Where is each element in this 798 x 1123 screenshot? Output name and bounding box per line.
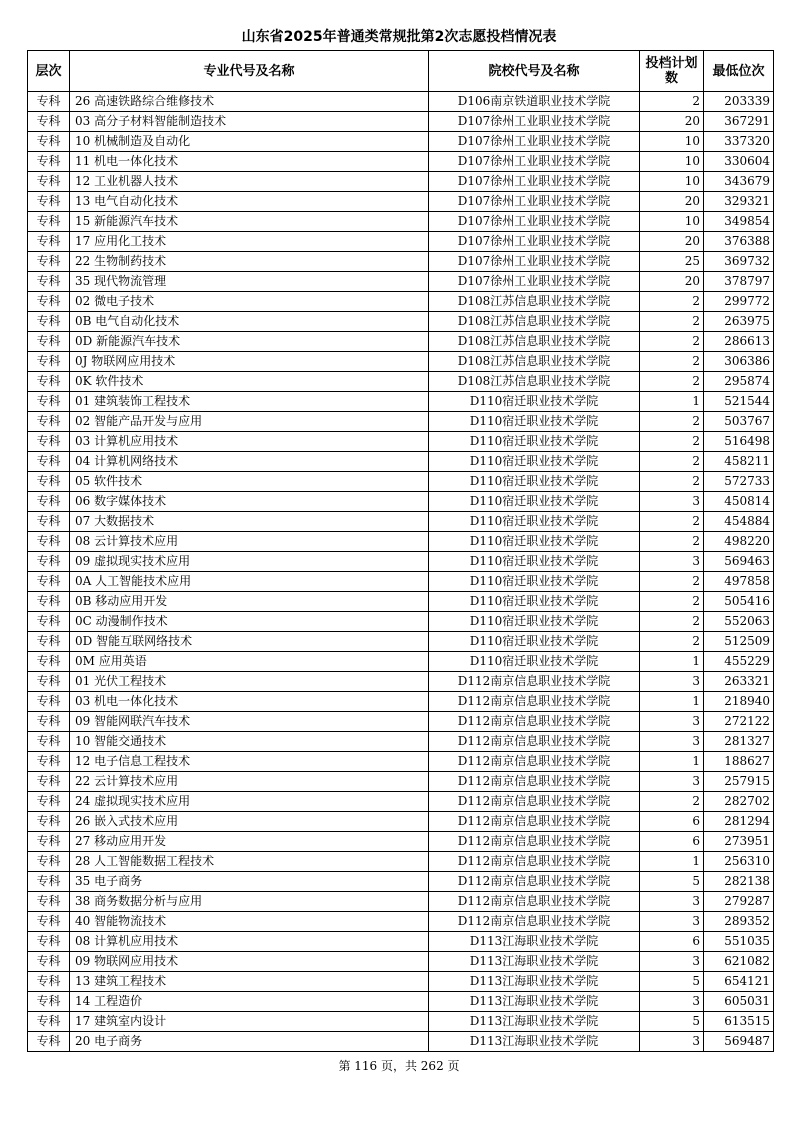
admission-table — [27, 50, 774, 1052]
cell-school: D110宿迁职业技术学院 — [429, 632, 640, 652]
cell-rank: 455229 — [704, 652, 774, 672]
cell-plan: 10 — [640, 172, 704, 192]
cell-level: 专科 — [28, 812, 70, 832]
cell-plan: 1 — [640, 392, 704, 412]
cell-level: 专科 — [28, 352, 70, 372]
cell-level: 专科 — [28, 112, 70, 132]
cell-plan: 6 — [640, 832, 704, 852]
cell-level: 专科 — [28, 692, 70, 712]
cell-major: 17 建筑室内设计 — [70, 1012, 429, 1032]
cell-level: 专科 — [28, 512, 70, 532]
cell-major: 12 工业机器人技术 — [70, 172, 429, 192]
cell-level: 专科 — [28, 752, 70, 772]
cell-level: 专科 — [28, 232, 70, 252]
cell-rank: 621082 — [704, 952, 774, 972]
table-row — [28, 312, 774, 332]
cell-school: D108江苏信息职业技术学院 — [429, 332, 640, 352]
cell-school: D107徐州工业职业技术学院 — [429, 132, 640, 152]
cell-school: D107徐州工业职业技术学院 — [429, 272, 640, 292]
cell-school: D112南京信息职业技术学院 — [429, 812, 640, 832]
table-row — [28, 272, 774, 292]
cell-school: D110宿迁职业技术学院 — [429, 472, 640, 492]
table-row — [28, 192, 774, 212]
table-row — [28, 332, 774, 352]
cell-school: D112南京信息职业技术学院 — [429, 832, 640, 852]
cell-major: 0C 动漫制作技术 — [70, 612, 429, 632]
cell-plan: 3 — [640, 672, 704, 692]
table-row — [28, 632, 774, 652]
table-row — [28, 172, 774, 192]
cell-school: D112南京信息职业技术学院 — [429, 792, 640, 812]
cell-school: D107徐州工业职业技术学院 — [429, 192, 640, 212]
cell-major: 0A 人工智能技术应用 — [70, 572, 429, 592]
cell-plan: 3 — [640, 1032, 704, 1052]
table-row — [28, 1032, 774, 1052]
cell-school: D110宿迁职业技术学院 — [429, 432, 640, 452]
cell-plan: 2 — [640, 92, 704, 112]
cell-plan: 2 — [640, 532, 704, 552]
table-row — [28, 812, 774, 832]
cell-level: 专科 — [28, 652, 70, 672]
table-row — [28, 572, 774, 592]
cell-major: 02 微电子技术 — [70, 292, 429, 312]
table-row — [28, 872, 774, 892]
cell-major: 0M 应用英语 — [70, 652, 429, 672]
cell-plan: 2 — [640, 512, 704, 532]
cell-level: 专科 — [28, 372, 70, 392]
cell-rank: 654121 — [704, 972, 774, 992]
table-row — [28, 952, 774, 972]
cell-school: D108江苏信息职业技术学院 — [429, 372, 640, 392]
cell-level: 专科 — [28, 252, 70, 272]
cell-rank: 306386 — [704, 352, 774, 372]
cell-school: D106南京铁道职业技术学院 — [429, 92, 640, 112]
cell-plan: 3 — [640, 552, 704, 572]
cell-rank: 367291 — [704, 112, 774, 132]
cell-school: D108江苏信息职业技术学院 — [429, 292, 640, 312]
cell-school: D112南京信息职业技术学院 — [429, 752, 640, 772]
table-row — [28, 252, 774, 272]
cell-rank: 263975 — [704, 312, 774, 332]
table-row — [28, 712, 774, 732]
cell-plan: 5 — [640, 972, 704, 992]
cell-school: D107徐州工业职业技术学院 — [429, 252, 640, 272]
cell-major: 05 软件技术 — [70, 472, 429, 492]
cell-level: 专科 — [28, 892, 70, 912]
table-row — [28, 972, 774, 992]
cell-plan: 1 — [640, 752, 704, 772]
cell-major: 27 移动应用开发 — [70, 832, 429, 852]
cell-level: 专科 — [28, 492, 70, 512]
table-row — [28, 352, 774, 372]
cell-plan: 10 — [640, 212, 704, 232]
cell-school: D107徐州工业职业技术学院 — [429, 152, 640, 172]
cell-level: 专科 — [28, 672, 70, 692]
cell-plan: 1 — [640, 692, 704, 712]
cell-major: 26 嵌入式技术应用 — [70, 812, 429, 832]
cell-level: 专科 — [28, 92, 70, 112]
cell-major: 0D 新能源汽车技术 — [70, 332, 429, 352]
cell-plan: 3 — [640, 732, 704, 752]
cell-school: D110宿迁职业技术学院 — [429, 652, 640, 672]
cell-plan: 2 — [640, 312, 704, 332]
cell-level: 专科 — [28, 792, 70, 812]
cell-major: 17 应用化工技术 — [70, 232, 429, 252]
cell-level: 专科 — [28, 952, 70, 972]
table-row — [28, 112, 774, 132]
cell-school: D107徐州工业职业技术学院 — [429, 232, 640, 252]
cell-plan: 5 — [640, 1012, 704, 1032]
cell-school: D113江海职业技术学院 — [429, 932, 640, 952]
cell-rank: 572733 — [704, 472, 774, 492]
cell-level: 专科 — [28, 772, 70, 792]
cell-rank: 299772 — [704, 292, 774, 312]
cell-level: 专科 — [28, 632, 70, 652]
cell-school: D112南京信息职业技术学院 — [429, 772, 640, 792]
cell-major: 09 虚拟现实技术应用 — [70, 552, 429, 572]
cell-school: D108江苏信息职业技术学院 — [429, 352, 640, 372]
cell-rank: 329321 — [704, 192, 774, 212]
cell-major: 09 物联网应用技术 — [70, 952, 429, 972]
cell-level: 专科 — [28, 412, 70, 432]
cell-level: 专科 — [28, 432, 70, 452]
cell-major: 10 智能交通技术 — [70, 732, 429, 752]
table-row — [28, 652, 774, 672]
cell-major: 22 生物制药技术 — [70, 252, 429, 272]
cell-school: D113江海职业技术学院 — [429, 992, 640, 1012]
cell-school: D107徐州工业职业技术学院 — [429, 112, 640, 132]
cell-plan: 3 — [640, 772, 704, 792]
cell-major: 0J 物联网应用技术 — [70, 352, 429, 372]
table-row — [28, 732, 774, 752]
table-row — [28, 1012, 774, 1032]
cell-rank: 282138 — [704, 872, 774, 892]
table-row — [28, 792, 774, 812]
cell-major: 02 智能产品开发与应用 — [70, 412, 429, 432]
cell-school: D112南京信息职业技术学院 — [429, 892, 640, 912]
table-row — [28, 532, 774, 552]
table-row — [28, 852, 774, 872]
table-row — [28, 772, 774, 792]
cell-level: 专科 — [28, 552, 70, 572]
cell-school: D110宿迁职业技术学院 — [429, 532, 640, 552]
cell-rank: 330604 — [704, 152, 774, 172]
cell-plan: 2 — [640, 372, 704, 392]
cell-major: 14 工程造价 — [70, 992, 429, 1012]
cell-major: 0B 电气自动化技术 — [70, 312, 429, 332]
cell-school: D112南京信息职业技术学院 — [429, 912, 640, 932]
cell-school: D110宿迁职业技术学院 — [429, 492, 640, 512]
cell-level: 专科 — [28, 572, 70, 592]
cell-major: 40 智能物流技术 — [70, 912, 429, 932]
cell-school: D112南京信息职业技术学院 — [429, 872, 640, 892]
cell-school: D113江海职业技术学院 — [429, 952, 640, 972]
table-row — [28, 512, 774, 532]
cell-rank: 369732 — [704, 252, 774, 272]
cell-plan: 2 — [640, 612, 704, 632]
cell-major: 06 数字媒体技术 — [70, 492, 429, 512]
page-footer: 第 116 页，共 262 页 — [338, 1059, 460, 1073]
cell-rank: 282702 — [704, 792, 774, 812]
cell-major: 08 计算机应用技术 — [70, 932, 429, 952]
cell-level: 专科 — [28, 592, 70, 612]
table-row — [28, 992, 774, 1012]
cell-major: 09 智能网联汽车技术 — [70, 712, 429, 732]
cell-school: D110宿迁职业技术学院 — [429, 512, 640, 532]
cell-school: D112南京信息职业技术学院 — [429, 852, 640, 872]
table-row — [28, 92, 774, 112]
cell-level: 专科 — [28, 912, 70, 932]
cell-plan: 1 — [640, 652, 704, 672]
cell-rank: 503767 — [704, 412, 774, 432]
cell-rank: 613515 — [704, 1012, 774, 1032]
cell-major: 10 机械制造及自动化 — [70, 132, 429, 152]
cell-level: 专科 — [28, 192, 70, 212]
table-header-row — [28, 51, 774, 92]
cell-plan: 2 — [640, 292, 704, 312]
cell-rank: 512509 — [704, 632, 774, 652]
cell-plan: 2 — [640, 332, 704, 352]
cell-major: 35 现代物流管理 — [70, 272, 429, 292]
table-row — [28, 132, 774, 152]
table-row — [28, 472, 774, 492]
cell-school: D110宿迁职业技术学院 — [429, 552, 640, 572]
cell-major: 0B 移动应用开发 — [70, 592, 429, 612]
cell-level: 专科 — [28, 292, 70, 312]
cell-major: 03 机电一体化技术 — [70, 692, 429, 712]
cell-plan: 6 — [640, 932, 704, 952]
cell-major: 11 机电一体化技术 — [70, 152, 429, 172]
header-major: 专业代号及名称 — [70, 51, 429, 92]
table-row — [28, 692, 774, 712]
cell-plan: 20 — [640, 232, 704, 252]
cell-rank: 505416 — [704, 592, 774, 612]
cell-rank: 569487 — [704, 1032, 774, 1052]
table-row — [28, 392, 774, 412]
cell-school: D112南京信息职业技术学院 — [429, 732, 640, 752]
cell-rank: 289352 — [704, 912, 774, 932]
cell-rank: 498220 — [704, 532, 774, 552]
table-row — [28, 612, 774, 632]
table-row — [28, 432, 774, 452]
cell-level: 专科 — [28, 612, 70, 632]
cell-rank: 458211 — [704, 452, 774, 472]
table-row — [28, 672, 774, 692]
cell-level: 专科 — [28, 212, 70, 232]
cell-plan: 2 — [640, 632, 704, 652]
table-row — [28, 932, 774, 952]
cell-level: 专科 — [28, 532, 70, 552]
cell-level: 专科 — [28, 972, 70, 992]
cell-rank: 337320 — [704, 132, 774, 152]
cell-plan: 20 — [640, 112, 704, 132]
table-row — [28, 892, 774, 912]
cell-plan: 3 — [640, 492, 704, 512]
cell-plan: 2 — [640, 412, 704, 432]
cell-school: D113江海职业技术学院 — [429, 1012, 640, 1032]
cell-plan: 3 — [640, 992, 704, 1012]
header-school: 院校代号及名称 — [429, 51, 640, 92]
cell-major: 01 光伏工程技术 — [70, 672, 429, 692]
cell-major: 24 虚拟现实技术应用 — [70, 792, 429, 812]
cell-rank: 569463 — [704, 552, 774, 572]
table-row — [28, 912, 774, 932]
cell-rank: 521544 — [704, 392, 774, 412]
cell-major: 35 电子商务 — [70, 872, 429, 892]
cell-school: D112南京信息职业技术学院 — [429, 692, 640, 712]
cell-rank: 256310 — [704, 852, 774, 872]
table-body — [28, 92, 774, 1052]
cell-school: D112南京信息职业技术学院 — [429, 672, 640, 692]
cell-plan: 6 — [640, 812, 704, 832]
cell-school: D113江海职业技术学院 — [429, 1032, 640, 1052]
cell-rank: 376388 — [704, 232, 774, 252]
cell-plan: 3 — [640, 712, 704, 732]
cell-major: 12 电子信息工程技术 — [70, 752, 429, 772]
cell-rank: 263321 — [704, 672, 774, 692]
cell-level: 专科 — [28, 992, 70, 1012]
cell-plan: 3 — [640, 912, 704, 932]
table-row — [28, 412, 774, 432]
cell-major: 13 电气自动化技术 — [70, 192, 429, 212]
cell-major: 0K 软件技术 — [70, 372, 429, 392]
cell-school: D110宿迁职业技术学院 — [429, 412, 640, 432]
cell-rank: 552063 — [704, 612, 774, 632]
cell-rank: 551035 — [704, 932, 774, 952]
cell-level: 专科 — [28, 932, 70, 952]
cell-rank: 286613 — [704, 332, 774, 352]
table-row — [28, 752, 774, 772]
cell-school: D107徐州工业职业技术学院 — [429, 212, 640, 232]
cell-rank: 203339 — [704, 92, 774, 112]
cell-plan: 1 — [640, 852, 704, 872]
cell-level: 专科 — [28, 452, 70, 472]
cell-major: 15 新能源汽车技术 — [70, 212, 429, 232]
cell-rank: 273951 — [704, 832, 774, 852]
page-title: 山东省2025年普通类常规批第2次志愿投档情况表 — [241, 29, 557, 45]
cell-level: 专科 — [28, 312, 70, 332]
cell-plan: 20 — [640, 272, 704, 292]
cell-major: 20 电子商务 — [70, 1032, 429, 1052]
cell-school: D108江苏信息职业技术学院 — [429, 312, 640, 332]
header-level: 层次 — [28, 51, 70, 92]
cell-rank: 454884 — [704, 512, 774, 532]
cell-rank: 218940 — [704, 692, 774, 712]
cell-plan: 10 — [640, 132, 704, 152]
cell-major: 26 高速铁路综合维修技术 — [70, 92, 429, 112]
cell-plan: 3 — [640, 892, 704, 912]
cell-major: 01 建筑装饰工程技术 — [70, 392, 429, 412]
cell-plan: 2 — [640, 472, 704, 492]
header-rank: 最低位次 — [704, 51, 774, 92]
cell-level: 专科 — [28, 392, 70, 412]
table-row — [28, 232, 774, 252]
cell-school: D110宿迁职业技术学院 — [429, 572, 640, 592]
cell-level: 专科 — [28, 712, 70, 732]
cell-rank: 497858 — [704, 572, 774, 592]
cell-major: 13 建筑工程技术 — [70, 972, 429, 992]
cell-plan: 10 — [640, 152, 704, 172]
cell-school: D112南京信息职业技术学院 — [429, 712, 640, 732]
cell-plan: 20 — [640, 192, 704, 212]
cell-rank: 605031 — [704, 992, 774, 1012]
cell-major: 03 计算机应用技术 — [70, 432, 429, 452]
cell-plan: 2 — [640, 352, 704, 372]
cell-rank: 272122 — [704, 712, 774, 732]
cell-rank: 349854 — [704, 212, 774, 232]
cell-level: 专科 — [28, 152, 70, 172]
cell-level: 专科 — [28, 732, 70, 752]
cell-plan: 3 — [640, 952, 704, 972]
cell-plan: 2 — [640, 792, 704, 812]
cell-plan: 2 — [640, 432, 704, 452]
cell-rank: 343679 — [704, 172, 774, 192]
cell-rank: 188627 — [704, 752, 774, 772]
cell-major: 07 大数据技术 — [70, 512, 429, 532]
cell-level: 专科 — [28, 1032, 70, 1052]
cell-school: D107徐州工业职业技术学院 — [429, 172, 640, 192]
cell-rank: 378797 — [704, 272, 774, 292]
cell-rank: 279287 — [704, 892, 774, 912]
table-row — [28, 212, 774, 232]
cell-level: 专科 — [28, 852, 70, 872]
table-row — [28, 592, 774, 612]
cell-plan: 2 — [640, 452, 704, 472]
cell-major: 28 人工智能数据工程技术 — [70, 852, 429, 872]
cell-school: D110宿迁职业技术学院 — [429, 612, 640, 632]
cell-school: D110宿迁职业技术学院 — [429, 392, 640, 412]
cell-level: 专科 — [28, 172, 70, 192]
cell-level: 专科 — [28, 872, 70, 892]
cell-plan: 2 — [640, 592, 704, 612]
header-plan: 投档计划数 — [640, 51, 704, 92]
cell-major: 38 商务数据分析与应用 — [70, 892, 429, 912]
table-row — [28, 492, 774, 512]
cell-rank: 516498 — [704, 432, 774, 452]
cell-level: 专科 — [28, 272, 70, 292]
table-row — [28, 832, 774, 852]
cell-major: 03 高分子材料智能制造技术 — [70, 112, 429, 132]
cell-rank: 450814 — [704, 492, 774, 512]
cell-major: 0D 智能互联网络技术 — [70, 632, 429, 652]
cell-rank: 295874 — [704, 372, 774, 392]
cell-school: D113江海职业技术学院 — [429, 972, 640, 992]
cell-level: 专科 — [28, 332, 70, 352]
table-row — [28, 372, 774, 392]
cell-school: D110宿迁职业技术学院 — [429, 452, 640, 472]
cell-major: 08 云计算技术应用 — [70, 532, 429, 552]
cell-plan: 2 — [640, 572, 704, 592]
table-row — [28, 292, 774, 312]
cell-major: 04 计算机网络技术 — [70, 452, 429, 472]
cell-rank: 257915 — [704, 772, 774, 792]
cell-level: 专科 — [28, 832, 70, 852]
cell-level: 专科 — [28, 132, 70, 152]
table-row — [28, 452, 774, 472]
cell-school: D110宿迁职业技术学院 — [429, 592, 640, 612]
cell-rank: 281327 — [704, 732, 774, 752]
table-row — [28, 152, 774, 172]
cell-rank: 281294 — [704, 812, 774, 832]
cell-level: 专科 — [28, 472, 70, 492]
cell-level: 专科 — [28, 1012, 70, 1032]
cell-plan: 5 — [640, 872, 704, 892]
table-row — [28, 552, 774, 572]
cell-major: 22 云计算技术应用 — [70, 772, 429, 792]
cell-plan: 25 — [640, 252, 704, 272]
